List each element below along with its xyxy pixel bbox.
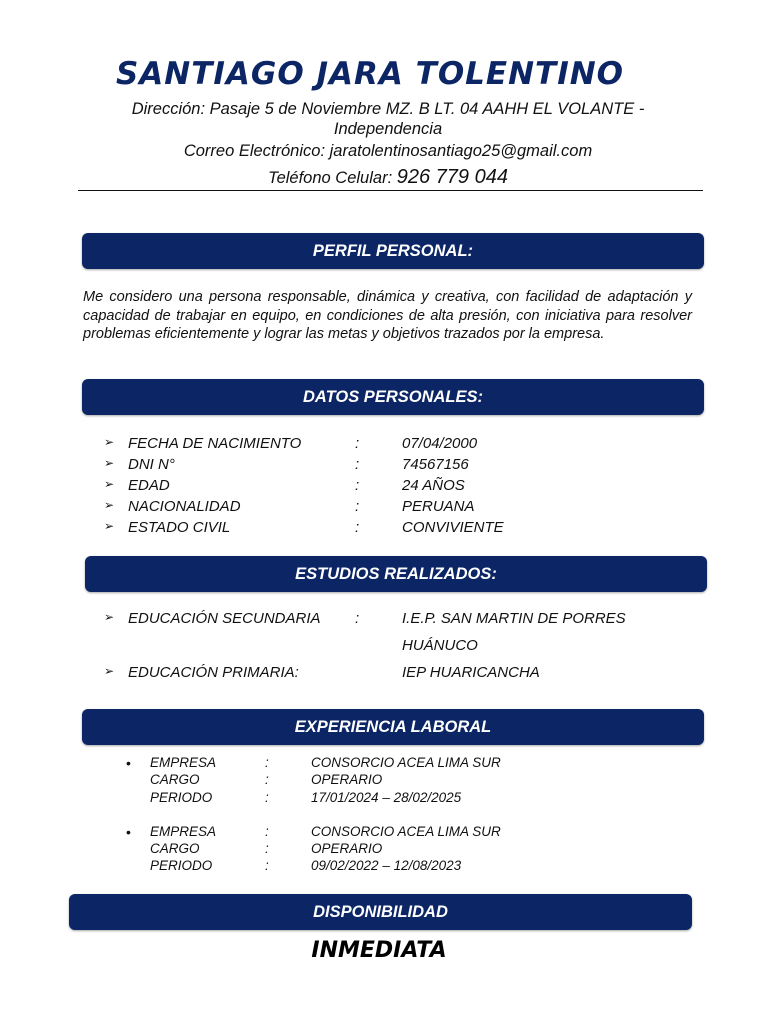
candidate-name: SANTIAGO JARA TOLENTINO bbox=[115, 56, 625, 92]
studies-label: EDUCACIÓN SECUNDARIA bbox=[128, 610, 321, 627]
arrow-icon: ➢ bbox=[104, 498, 115, 512]
profile-text: Me considero una persona responsable, dinámica y creativa, con facilidad de adaptación y capacidad de trabajar en equipo, en condiciones de alta presión, con iniciativa para resolver problemas eficientemente y lograr las metas y objetivos trazados por la empresa. bbox=[83, 289, 692, 342]
section-profile-title: PERFIL PERSONAL: bbox=[312, 241, 474, 260]
personal-value: 74567156 bbox=[402, 456, 469, 473]
section-availability-header bbox=[69, 894, 692, 930]
arrow-icon: ➢ bbox=[104, 435, 115, 449]
section-studies-title: ESTUDIOS REALIZADOS: bbox=[295, 564, 497, 583]
experience-label: EMPRESA bbox=[150, 824, 217, 839]
email: Correo Electrónico: jaratolentinosantiago25@gmail.com bbox=[183, 142, 593, 160]
personal-separator: : bbox=[355, 477, 360, 494]
experience-value: 17/01/2024 – 28/02/2025 bbox=[311, 790, 462, 805]
personal-label: EDAD bbox=[128, 477, 170, 494]
experience-separator: : bbox=[265, 841, 269, 856]
personal-separator: : bbox=[355, 519, 360, 536]
personal-label: FECHA DE NACIMIENTO bbox=[128, 435, 302, 452]
experience-label: CARGO bbox=[150, 772, 200, 787]
personal-value: 07/04/2000 bbox=[402, 435, 478, 452]
personal-label: DNI N° bbox=[128, 456, 175, 473]
studies-label: EDUCACIÓN PRIMARIA: bbox=[128, 664, 299, 681]
experience-value: OPERARIO bbox=[311, 772, 383, 787]
experience-label: PERIODO bbox=[150, 858, 213, 873]
personal-separator: : bbox=[355, 498, 360, 515]
studies-value: IEP HUARICANCHA bbox=[402, 664, 540, 681]
studies-value-city: HUÁNUCO bbox=[402, 637, 478, 654]
arrow-icon: ➢ bbox=[104, 456, 115, 470]
availability-value: INMEDIATA bbox=[311, 938, 447, 963]
personal-label: NACIONALIDAD bbox=[128, 498, 241, 515]
studies-value: I.E.P. SAN MARTIN DE PORRES bbox=[402, 610, 626, 627]
header-divider bbox=[78, 190, 703, 191]
experience-separator: : bbox=[265, 824, 269, 839]
arrow-icon: ➢ bbox=[104, 519, 115, 533]
experience-label: PERIODO bbox=[150, 790, 213, 805]
arrow-icon: ➢ bbox=[104, 477, 115, 491]
studies-separator: : bbox=[355, 610, 360, 627]
address-line-1: Dirección: Pasaje 5 de Noviembre MZ. B LT. 04 AAHH EL VOLANTE - bbox=[131, 100, 645, 118]
arrow-icon: ➢ bbox=[104, 664, 115, 678]
personal-value: PERUANA bbox=[402, 498, 475, 515]
phone bbox=[90, 167, 686, 188]
section-experience-title: EXPERIENCIA LABORAL bbox=[294, 717, 492, 736]
personal-separator: : bbox=[355, 456, 360, 473]
section-experience-header bbox=[82, 709, 704, 745]
experience-value: CONSORCIO ACEA LIMA SUR bbox=[311, 755, 501, 770]
experience-value: CONSORCIO ACEA LIMA SUR bbox=[311, 824, 501, 839]
experience-separator: : bbox=[265, 772, 269, 787]
experience-label: CARGO bbox=[150, 841, 200, 856]
personal-value: 24 AÑOS bbox=[402, 477, 465, 494]
phone-number: 926 779 044 bbox=[396, 166, 508, 188]
section-personal-header bbox=[82, 379, 704, 415]
phone-label: Teléfono Celular: bbox=[268, 169, 393, 187]
experience-value: OPERARIO bbox=[311, 841, 383, 856]
address-line-2: Independencia bbox=[333, 120, 443, 138]
experience-separator: : bbox=[265, 755, 269, 770]
experience-value: 09/02/2022 – 12/08/2023 bbox=[311, 858, 462, 873]
experience-label: EMPRESA bbox=[150, 755, 217, 770]
section-personal-title: DATOS PERSONALES: bbox=[303, 387, 483, 406]
experience-separator: : bbox=[265, 790, 269, 805]
bullet-icon: • bbox=[126, 824, 131, 840]
address bbox=[90, 99, 686, 139]
arrow-icon: ➢ bbox=[104, 610, 115, 624]
personal-value: CONVIVIENTE bbox=[402, 519, 504, 536]
personal-label: ESTADO CIVIL bbox=[128, 519, 231, 536]
bullet-icon: • bbox=[126, 755, 131, 771]
experience-separator: : bbox=[265, 858, 269, 873]
section-studies-header bbox=[85, 556, 707, 592]
personal-separator: : bbox=[355, 435, 360, 452]
section-availability-title: DISPONIBILIDAD bbox=[313, 902, 448, 921]
section-profile-header bbox=[82, 233, 704, 269]
